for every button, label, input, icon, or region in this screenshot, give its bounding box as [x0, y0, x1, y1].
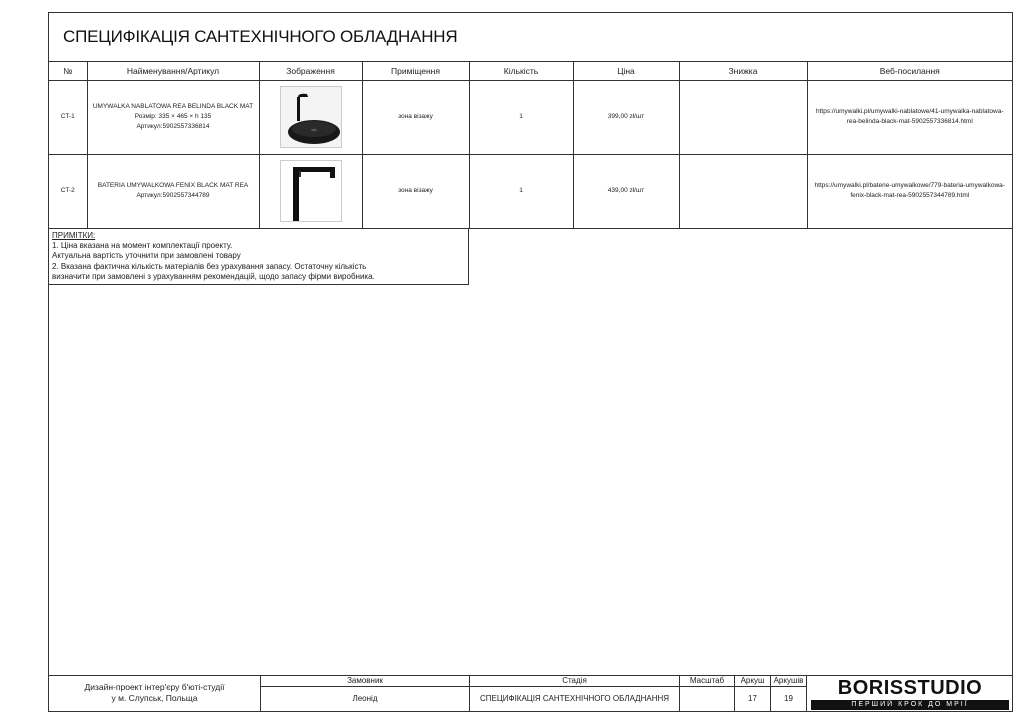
row-no: CT-1 [49, 80, 87, 154]
row-name-cell [87, 154, 259, 228]
client-label: Замовник [261, 676, 469, 687]
client-value: Леонід [352, 694, 378, 703]
row-room: зона візажу [362, 80, 469, 154]
faucet-photo-icon [280, 160, 342, 222]
page-title: СПЕЦИФІКАЦІЯ САНТЕХНІЧНОГО ОБЛАДНАННЯ [63, 27, 458, 46]
title-block [49, 675, 1012, 711]
header-qty: Кількість [469, 62, 573, 80]
header-discount: Знижка [679, 62, 807, 80]
scale-value [680, 687, 734, 711]
row-qty: 1 [469, 154, 573, 228]
sheets-cell [770, 676, 806, 712]
header-name: Найменування/Артикул [87, 62, 259, 80]
project-description [49, 676, 260, 712]
product-name: BATERIA UMYWALKOWA FENIX BLACK MAT REA [97, 181, 249, 189]
product-link[interactable]: https://umywalki.pl/umywalki-nablatowe/41-umywalka-nablatowa-rea-belinda-black-mat-5902557336814.html [807, 80, 1012, 154]
row-discount [679, 154, 807, 228]
product-link[interactable]: https://umywalki.pl/baterie-umywalkowe/779-bateria-umywalkowa-fenix-black-mat-rea-5902557344789.html [807, 154, 1012, 228]
table-row [49, 154, 1012, 228]
title-row [49, 13, 1012, 62]
header-room: Приміщення [362, 62, 469, 80]
spec-sheet [48, 12, 1013, 712]
notes-heading: ПРИМІТКИ: [52, 231, 96, 240]
notes-box [49, 229, 469, 285]
project-line: Дизайн-проект інтер'єру б'юті-студії [84, 682, 225, 692]
notes-line: Актуальна вартість уточнити при замовлені товару [52, 251, 241, 261]
sheets-label: Аркушів [771, 676, 806, 687]
project-line: у м. Слупськ, Польща [111, 692, 198, 703]
logo-name: BORISSTUDIO [837, 677, 983, 699]
sheet-label: Аркуш [735, 676, 770, 687]
borisstudio-logo [806, 676, 1012, 712]
row-no: CT-2 [49, 154, 87, 228]
product-article: Артикул:5902557344789 [136, 192, 210, 199]
sheet-value: 17 [748, 694, 757, 703]
stage-cell [469, 676, 679, 712]
header-no: № [49, 62, 87, 80]
row-qty: 1 [469, 80, 573, 154]
row-image-cell [259, 154, 362, 228]
row-price: 399,00 zł/шт [573, 80, 679, 154]
product-size: Розмір: 335 × 465 × h 135 [134, 112, 212, 120]
basin-photo-icon [280, 86, 342, 148]
product-name: UMYWALKA NABLATOWA REA BELINDA BLACK MAT [92, 102, 254, 110]
product-article: Артикул:5902557336814 [136, 123, 210, 131]
stage-value: СПЕЦИФІКАЦІЯ САНТЕХНІЧНОГО ОБЛАДНАННЯ [479, 694, 670, 703]
notes-line: визначити при замовлені з урахуванням рекомендацій, щодо запасу фірми виробника. [52, 271, 375, 281]
notes-line: 1. Ціна вказана на момент комплектації проекту. [52, 241, 233, 251]
row-room: зона візажу [362, 154, 469, 228]
client-cell [260, 676, 469, 712]
table-header-row [49, 62, 1012, 80]
row-name-cell [87, 80, 259, 154]
scale-label: Масштаб [680, 676, 734, 687]
scale-cell [679, 676, 734, 712]
row-price: 439,00 zł/шт [573, 154, 679, 228]
sheet-cell [734, 676, 770, 712]
sheets-value: 19 [784, 694, 793, 703]
logo-tagline: ПЕРШИЙ КРОК ДО МРІЇ [811, 700, 1009, 710]
notes-line: 2. Вказана фактична кількість матеріалів без урахування запасу. Остаточну кількість [52, 261, 367, 271]
stage-label: Стадія [470, 676, 679, 687]
header-price: Ціна [573, 62, 679, 80]
row-image-cell [259, 80, 362, 154]
spec-table [49, 62, 1012, 229]
header-image: Зображення [259, 62, 362, 80]
row-discount [679, 80, 807, 154]
header-url: Веб-посилання [807, 62, 1012, 80]
table-row [49, 80, 1012, 154]
